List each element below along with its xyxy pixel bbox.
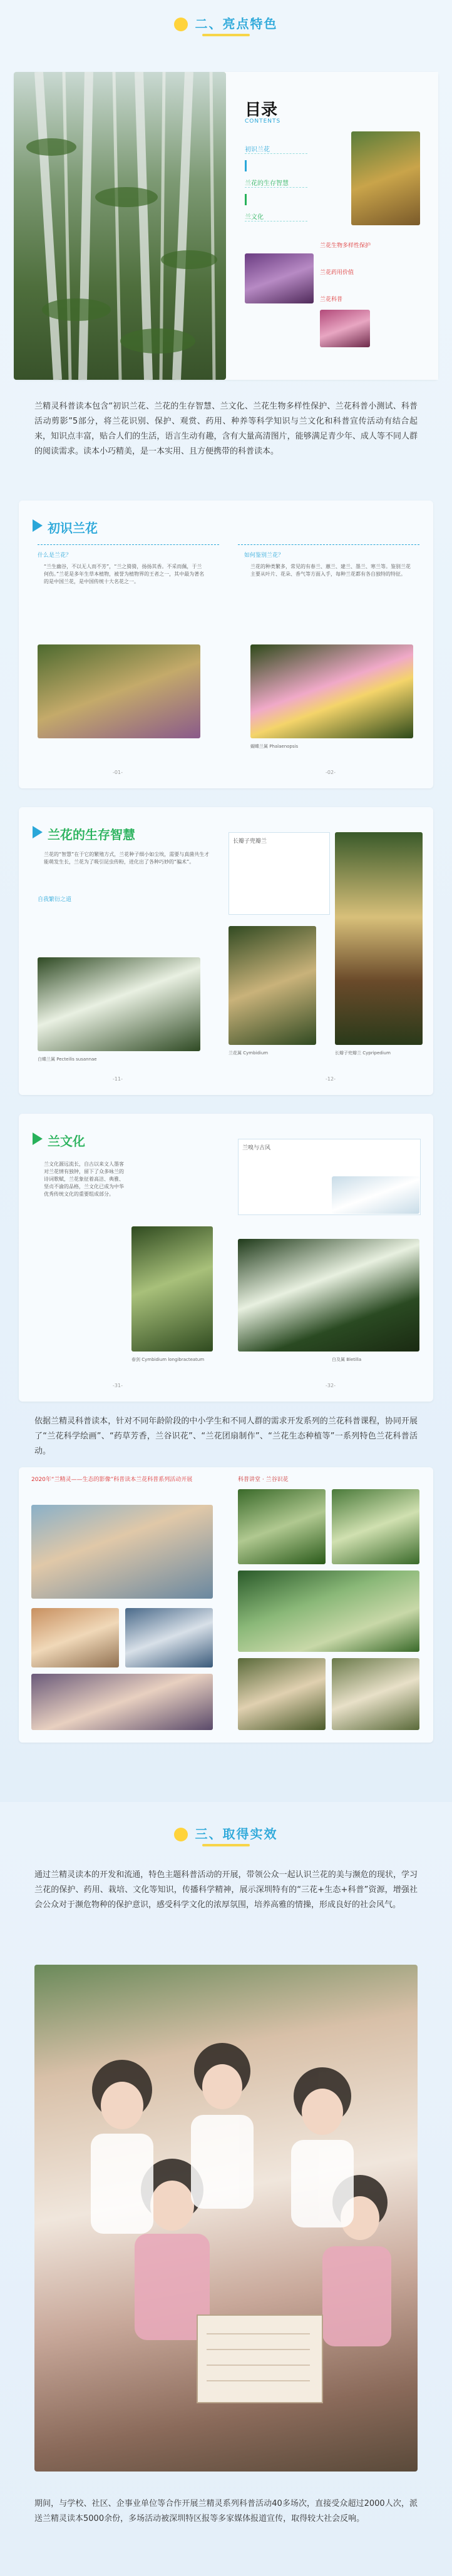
toc-item[interactable]: 兰花药用价值 bbox=[320, 270, 354, 276]
craft-photo bbox=[31, 1608, 119, 1667]
spread1-right-subtitle: 如何鉴别兰花？ bbox=[244, 552, 284, 559]
spread3-heading: 兰文化 bbox=[48, 1134, 85, 1149]
photo-caption: 长瓣子兜瓣兰 Cypripedium bbox=[335, 1051, 391, 1056]
spread2-heading: 兰花的生存智慧 bbox=[48, 827, 135, 842]
activity-right-title: 科普讲堂 · 兰谷识花 bbox=[238, 1477, 289, 1483]
section2-title: 二、亮点特色 bbox=[195, 16, 278, 31]
activity-collage bbox=[19, 1467, 433, 1743]
photo-caption: 白及属 Bletilla bbox=[332, 1357, 362, 1362]
pink-orchid-photo bbox=[320, 310, 370, 347]
divider bbox=[38, 544, 219, 545]
cymbidium-photo bbox=[229, 926, 316, 1045]
spread1-left-subtitle: 什么是兰花？ bbox=[38, 552, 72, 559]
results-text-bottom: 期间，与学校、社区、企事业单位等合作开展兰精灵系列科普活动40多场次，直接受众超过2000人次，派送兰精灵读本5000余份，多场活动被深圳特区报等多家媒体报道宣传，取得较大社会反响。 bbox=[34, 2499, 418, 2523]
toc-bar bbox=[245, 194, 307, 205]
spread3-text: 兰文化源远流长，自古以来文人墨客对兰花情有独钟，留下了众多咏兰的诗词歌赋，兰花象征着高洁、典雅、坚贞不渝的品格，兰文化已成为中华优秀传统文化的重要组成部分。 bbox=[44, 1161, 124, 1197]
cypripedium-photo bbox=[335, 832, 423, 1045]
divider bbox=[238, 544, 419, 545]
toc-subtitle: CONTENTS bbox=[245, 118, 281, 125]
activity-left-title: 2020年“兰精灵——生态的影像”科普读本兰花科普系列活动开展 bbox=[31, 1477, 193, 1483]
spread1-heading: 初识兰花 bbox=[48, 521, 98, 536]
spread-intro-orchid bbox=[19, 501, 433, 788]
orchid-photo-small bbox=[351, 131, 420, 225]
cymbidium-leaf-photo bbox=[131, 1226, 213, 1352]
toc-list bbox=[245, 144, 307, 228]
photo-caption: 蝴蝶兰属 Phalaenopsis bbox=[250, 744, 299, 749]
photo-caption: 春剑 Cymbidium longibracteatum bbox=[131, 1357, 205, 1362]
section3-heading bbox=[0, 1824, 452, 1849]
page-number: -31- bbox=[113, 1383, 123, 1388]
children-figures bbox=[34, 1965, 418, 2472]
tree-trunks bbox=[14, 72, 226, 380]
toc-bar bbox=[245, 160, 307, 171]
audience-photo bbox=[125, 1608, 213, 1667]
toc-list-right bbox=[320, 241, 426, 303]
visitors-photo bbox=[238, 1658, 326, 1730]
page-number: -12- bbox=[326, 1076, 336, 1082]
white-orchid-photo bbox=[38, 957, 200, 1051]
toc-item[interactable]: 兰文化 bbox=[245, 211, 307, 221]
page-number: -01- bbox=[113, 770, 123, 775]
toc-item[interactable]: 兰花科普 bbox=[320, 297, 343, 303]
greenhouse-photo bbox=[238, 1571, 419, 1652]
sun-icon bbox=[174, 1828, 188, 1841]
intro-text: 兰精灵科普读本包含“初识兰花、兰花的生存智慧、兰文化、兰花生物多样性保护、兰花科普小测试、科普活动剪影”5部分，将兰花识别、保护、观赏、药用、种养等科学知识与兰文化和科普宣传活动有结合起来，知识点丰富，贴合人们的生活，语言生动有趣，含有大量高清图片，能够满足青少年、成人等不同人群的阅读需求。读本小巧精美，是一本实用、且方便携带的科普读本。 bbox=[34, 402, 418, 456]
triangle-icon bbox=[33, 519, 43, 532]
purple-orchid-photo bbox=[245, 253, 314, 303]
toc-spread bbox=[14, 72, 438, 380]
results-text-top: 通过兰精灵读本的开发和流通，特色主题科普活动的开展，带领公众一起认识兰花的美与濒危的现状，学习兰花的保护、药用、栽培、文化等知识，传播科学精神，展示深圳特有的“三花+生态+科普”资源，增强社会公众对于濒危物种的保护意识，感受科学文化的浓厚氛围，培养高雅的情操，形成良好的社会风气。 bbox=[34, 1870, 418, 1910]
painting-photo bbox=[332, 1176, 419, 1214]
heading-underline bbox=[202, 34, 250, 36]
toc-page bbox=[226, 72, 438, 380]
workshop-photo bbox=[31, 1674, 213, 1730]
photo-caption: 兰花属 Cymbidium bbox=[229, 1051, 269, 1056]
info-box-title: 兰嗅与古风 bbox=[242, 1145, 271, 1151]
phalaenopsis-photo bbox=[250, 644, 413, 738]
spread2-text: 兰花的“智慧”在于它的繁殖方式，兰花种子细小如尘埃，需要与真菌共生才能萌发生长，兰花为了吸引昆虫传粉，进化出了各种巧妙的“骗术”。 bbox=[44, 852, 210, 865]
photo-caption: 白蝶兰属 Pecteilis susannae bbox=[38, 1057, 97, 1062]
page-number: -02- bbox=[326, 770, 336, 775]
garden-photo bbox=[238, 1489, 326, 1564]
sun-icon bbox=[174, 18, 188, 31]
triangle-icon bbox=[33, 826, 43, 838]
toc-item[interactable]: 兰花的生存智慧 bbox=[245, 178, 307, 188]
spread-culture bbox=[19, 1114, 433, 1402]
page-number: -11- bbox=[113, 1076, 123, 1082]
event-photo bbox=[34, 1965, 418, 2472]
white-orchid-photo bbox=[238, 1239, 419, 1352]
spread-survival bbox=[19, 807, 433, 1095]
toc-title: 目录 bbox=[245, 101, 278, 120]
heading-underline bbox=[202, 1844, 250, 1846]
section3-title: 三、取得实效 bbox=[195, 1826, 278, 1841]
page-number: -32- bbox=[326, 1383, 336, 1388]
info-box bbox=[229, 832, 330, 915]
toc-item[interactable]: 初识兰花 bbox=[245, 144, 307, 154]
garden-photo bbox=[332, 1489, 419, 1564]
toc-item[interactable]: 兰花生物多样性保护 bbox=[320, 243, 371, 249]
activity-text: 依据兰精灵科普读本，针对不同年龄阶段的中小学生和不同人群的需求开发系列的兰花科普课程，协同开展了“兰花科学绘画”、“药草芳香，兰谷识花”、“兰花团扇制作”、“兰花生态种植等”一系列特色兰花科普活动。 bbox=[34, 1417, 418, 1456]
forest-photo bbox=[14, 72, 226, 380]
visitors-photo bbox=[332, 1658, 419, 1730]
spread1-right-text: 兰花的种类繁多，常见的有春兰、蕙兰、建兰、墨兰、寒兰等。鉴别兰花主要从叶片、花朵、香气等方面入手，每种兰花都有各自独特的特征。 bbox=[250, 564, 411, 577]
spread2-subtitle: 自我繁衍之道 bbox=[38, 897, 72, 903]
spread1-left-text: “兰生幽谷，不以无人而不芳”，“兰之猗猗，扬扬其香。不采而佩，于兰何伤。”兰花是多年生草本植物，被誉为植物界的王者之一，其中最为著名的是中国兰花，是中国传统十大名花之一。 bbox=[44, 564, 205, 584]
info-box-title: 长瓣子兜瓣兰 bbox=[233, 838, 267, 845]
triangle-icon bbox=[33, 1133, 43, 1145]
section2-heading bbox=[0, 14, 452, 39]
orchid-photo bbox=[38, 644, 200, 738]
classroom-photo bbox=[31, 1505, 213, 1599]
